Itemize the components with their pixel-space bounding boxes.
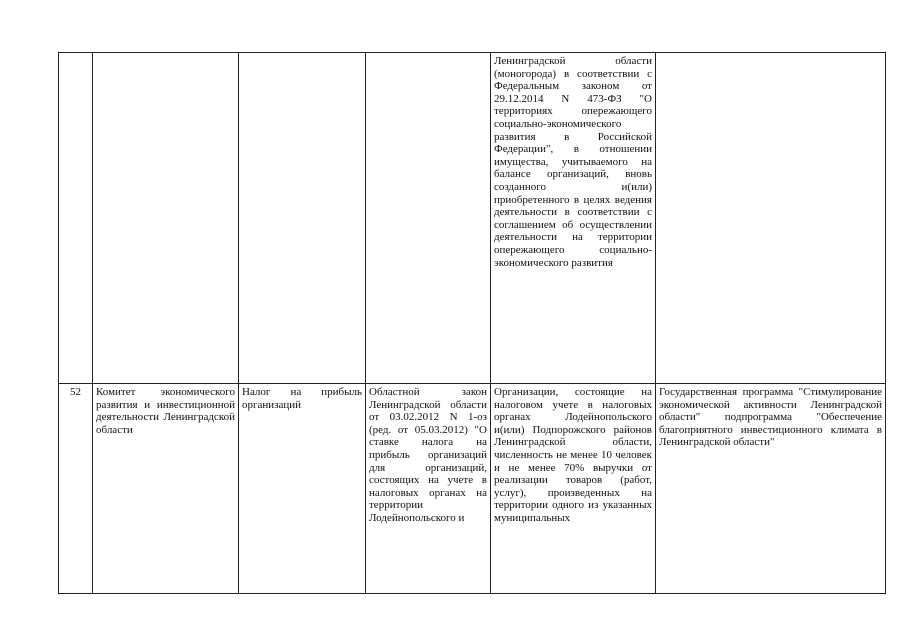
- authority-cell: Комитет экономического развития и инвестиционной деятельности Ленинградской области: [93, 384, 239, 594]
- taxpayer-category-cell: Организации, состоящие на налоговом учете в налоговых органах Лодейнопольского и(или) Подпорожского районов Ленинградской области, численность не менее 10 человек и не менее 70% выручки от реализации товаров (работ, услуг), произведенных на территории одного из указанных муниципальных: [491, 384, 656, 594]
- row-number-cell: 52: [59, 384, 93, 594]
- law-cell: [366, 53, 491, 384]
- program-cell: Государственная программа "Стимулирование экономической активности Ленинградской области" подпрограмма "Обеспечение благоприятного инвестиционного климата в Ленинградской области": [656, 384, 886, 594]
- authority-cell: [93, 53, 239, 384]
- tax-cell: Налог на прибыль организаций: [239, 384, 366, 594]
- tax-cell: [239, 53, 366, 384]
- table-row: [59, 384, 886, 594]
- table-row: [59, 53, 886, 384]
- row-number-cell: [59, 53, 93, 384]
- tax-benefits-table: [58, 52, 886, 594]
- law-cell: Областной закон Ленинградской области от 03.02.2012 N 1-оз (ред. от 05.03.2012) "О ставке налога на прибыль организаций для организаций, состоящих на учете в налоговых органах на территории Лодейнопольского и: [366, 384, 491, 594]
- taxpayer-category-cell: Ленинградской области (моногорода) в соответствии с Федеральным законом от 29.12.2014 N 473-ФЗ "О территориях опережающего социально-экономического развития в Российской Федерации", в отношении имущества, учитываемого на балансе организаций, вновь созданного и(или) приобретенного в целях ведения деятельности в соответствии с соглашением об осуществлении деятельности на территории опережающего социально-экономического развития: [491, 53, 656, 384]
- program-cell: [656, 53, 886, 384]
